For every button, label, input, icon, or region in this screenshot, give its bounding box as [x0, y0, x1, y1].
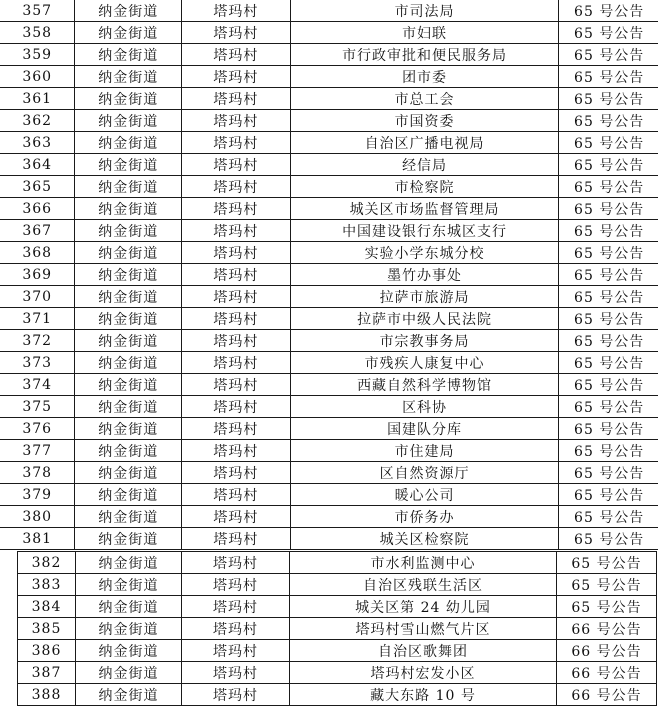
notice-number-cell: 65 号公告 — [559, 528, 658, 550]
village-cell: 塔玛村 — [182, 662, 290, 684]
row-number-cell: 368 — [0, 242, 75, 264]
village-cell: 塔玛村 — [182, 22, 291, 44]
notice-number-cell: 66 号公告 — [557, 618, 657, 640]
table-row — [0, 462, 658, 484]
table-row — [0, 88, 658, 110]
table-row — [18, 662, 657, 684]
row-number-cell: 386 — [18, 640, 76, 662]
row-number-cell: 382 — [18, 552, 76, 574]
unit-name-cell: 市总工会 — [290, 88, 559, 110]
unit-name-cell: 自治区歌舞团 — [290, 640, 557, 662]
row-number-cell: 365 — [0, 176, 75, 198]
village-cell: 塔玛村 — [182, 242, 291, 264]
street-cell: 纳金街道 — [76, 662, 182, 684]
notice-number-cell: 65 号公告 — [559, 286, 658, 308]
table-row — [0, 484, 658, 506]
street-cell: 纳金街道 — [75, 352, 182, 374]
row-number-cell: 367 — [0, 220, 75, 242]
unit-name-cell: 城关区第 24 幼儿园 — [290, 596, 557, 618]
street-cell: 纳金街道 — [76, 552, 182, 574]
village-cell: 塔玛村 — [182, 640, 290, 662]
notice-number-cell: 65 号公告 — [559, 506, 658, 528]
row-number-cell: 363 — [0, 132, 75, 154]
row-number-cell: 381 — [0, 528, 75, 550]
notice-number-cell: 65 号公告 — [559, 176, 658, 198]
row-number-cell: 385 — [18, 618, 76, 640]
street-cell: 纳金街道 — [75, 22, 182, 44]
unit-name-cell: 市水利监测中心 — [290, 552, 557, 574]
table-row — [0, 528, 658, 550]
notice-table-bottom — [17, 551, 657, 706]
street-cell: 纳金街道 — [75, 66, 182, 88]
village-cell: 塔玛村 — [182, 484, 291, 506]
village-cell: 塔玛村 — [182, 286, 291, 308]
village-cell: 塔玛村 — [182, 528, 291, 550]
unit-name-cell: 藏大东路 10 号 — [290, 684, 557, 706]
village-cell: 塔玛村 — [182, 462, 291, 484]
table-row — [18, 618, 657, 640]
table-row — [0, 242, 658, 264]
notice-number-cell: 65 号公告 — [559, 330, 658, 352]
street-cell: 纳金街道 — [75, 198, 182, 220]
notice-number-cell: 65 号公告 — [557, 596, 657, 618]
street-cell: 纳金街道 — [75, 462, 182, 484]
unit-name-cell: 经信局 — [290, 154, 559, 176]
street-cell: 纳金街道 — [76, 618, 182, 640]
village-cell: 塔玛村 — [182, 552, 290, 574]
notice-number-cell: 66 号公告 — [557, 640, 657, 662]
notice-number-cell: 66 号公告 — [557, 684, 657, 706]
street-cell: 纳金街道 — [75, 154, 182, 176]
row-number-cell: 388 — [18, 684, 76, 706]
notice-number-cell: 65 号公告 — [559, 374, 658, 396]
street-cell: 纳金街道 — [75, 0, 182, 22]
unit-name-cell: 市宗教事务局 — [290, 330, 559, 352]
notice-number-cell: 66 号公告 — [557, 662, 657, 684]
notice-number-cell: 65 号公告 — [559, 242, 658, 264]
table-row — [0, 110, 658, 132]
unit-name-cell: 暖心公司 — [290, 484, 559, 506]
street-cell: 纳金街道 — [76, 596, 182, 618]
table-row — [18, 552, 657, 574]
unit-name-cell: 市国资委 — [290, 110, 559, 132]
unit-name-cell: 市侨务办 — [290, 506, 559, 528]
street-cell: 纳金街道 — [75, 418, 182, 440]
notice-number-cell: 65 号公告 — [559, 220, 658, 242]
notice-number-cell: 65 号公告 — [559, 462, 658, 484]
row-number-cell: 362 — [0, 110, 75, 132]
table-row — [0, 132, 658, 154]
notice-number-cell: 65 号公告 — [557, 574, 657, 596]
notice-number-cell: 65 号公告 — [559, 198, 658, 220]
table-row — [0, 44, 658, 66]
street-cell: 纳金街道 — [75, 88, 182, 110]
unit-name-cell: 中国建设银行东城区支行 — [290, 220, 559, 242]
village-cell: 塔玛村 — [182, 418, 291, 440]
notice-number-cell: 65 号公告 — [559, 0, 658, 22]
street-cell: 纳金街道 — [75, 44, 182, 66]
village-cell: 塔玛村 — [182, 396, 291, 418]
table-row — [0, 374, 658, 396]
row-number-cell: 366 — [0, 198, 75, 220]
row-number-cell: 379 — [0, 484, 75, 506]
village-cell: 塔玛村 — [182, 352, 291, 374]
table-row — [0, 330, 658, 352]
row-number-cell: 357 — [0, 0, 75, 22]
row-number-cell: 371 — [0, 308, 75, 330]
table-row — [0, 198, 658, 220]
row-number-cell: 372 — [0, 330, 75, 352]
table-row — [0, 396, 658, 418]
table-row — [0, 264, 658, 286]
table-row — [18, 684, 657, 706]
unit-name-cell: 塔玛村宏发小区 — [290, 662, 557, 684]
unit-name-cell: 区科协 — [290, 396, 559, 418]
village-cell: 塔玛村 — [182, 684, 290, 706]
row-number-cell: 373 — [0, 352, 75, 374]
table-row — [0, 22, 658, 44]
notice-number-cell: 65 号公告 — [559, 440, 658, 462]
village-cell: 塔玛村 — [182, 618, 290, 640]
street-cell: 纳金街道 — [76, 640, 182, 662]
table-row — [0, 506, 658, 528]
unit-name-cell: 城关区市场监督管理局 — [290, 198, 559, 220]
notice-number-cell: 65 号公告 — [559, 264, 658, 286]
row-number-cell: 359 — [0, 44, 75, 66]
row-number-cell: 369 — [0, 264, 75, 286]
street-cell: 纳金街道 — [75, 506, 182, 528]
notice-number-cell: 65 号公告 — [559, 396, 658, 418]
notice-number-cell: 65 号公告 — [559, 418, 658, 440]
street-cell: 纳金街道 — [76, 574, 182, 596]
village-cell: 塔玛村 — [182, 330, 291, 352]
row-number-cell: 360 — [0, 66, 75, 88]
table-divider — [0, 549, 658, 550]
table-row — [0, 308, 658, 330]
table-row — [0, 66, 658, 88]
street-cell: 纳金街道 — [75, 132, 182, 154]
notice-number-cell: 65 号公告 — [559, 132, 658, 154]
table-row — [18, 574, 657, 596]
village-cell: 塔玛村 — [182, 0, 291, 22]
street-cell: 纳金街道 — [75, 242, 182, 264]
village-cell: 塔玛村 — [182, 596, 290, 618]
village-cell: 塔玛村 — [182, 264, 291, 286]
street-cell: 纳金街道 — [76, 684, 182, 706]
village-cell: 塔玛村 — [182, 220, 291, 242]
village-cell: 塔玛村 — [182, 308, 291, 330]
row-number-cell: 378 — [0, 462, 75, 484]
street-cell: 纳金街道 — [75, 396, 182, 418]
unit-name-cell: 市检察院 — [290, 176, 559, 198]
street-cell: 纳金街道 — [75, 330, 182, 352]
row-number-cell: 358 — [0, 22, 75, 44]
village-cell: 塔玛村 — [182, 88, 291, 110]
unit-name-cell: 自治区残联生活区 — [290, 574, 557, 596]
table-row — [0, 418, 658, 440]
unit-name-cell: 塔玛村雪山燃气片区 — [290, 618, 557, 640]
notice-number-cell: 65 号公告 — [559, 66, 658, 88]
village-cell: 塔玛村 — [182, 176, 291, 198]
unit-name-cell: 市残疾人康复中心 — [290, 352, 559, 374]
unit-name-cell: 城关区检察院 — [290, 528, 559, 550]
table-row — [0, 286, 658, 308]
unit-name-cell: 市司法局 — [290, 0, 559, 22]
notice-number-cell: 65 号公告 — [557, 552, 657, 574]
unit-name-cell: 市妇联 — [290, 22, 559, 44]
notice-number-cell: 65 号公告 — [559, 352, 658, 374]
unit-name-cell: 拉萨市旅游局 — [290, 286, 559, 308]
street-cell: 纳金街道 — [75, 528, 182, 550]
street-cell: 纳金街道 — [75, 286, 182, 308]
unit-name-cell: 墨竹办事处 — [290, 264, 559, 286]
notice-number-cell: 65 号公告 — [559, 44, 658, 66]
unit-name-cell: 团市委 — [290, 66, 559, 88]
notice-number-cell: 65 号公告 — [559, 110, 658, 132]
notice-number-cell: 65 号公告 — [559, 88, 658, 110]
village-cell: 塔玛村 — [182, 44, 291, 66]
street-cell: 纳金街道 — [75, 264, 182, 286]
street-cell: 纳金街道 — [75, 176, 182, 198]
row-number-cell: 383 — [18, 574, 76, 596]
table-row — [0, 154, 658, 176]
table-row — [0, 176, 658, 198]
row-number-cell: 384 — [18, 596, 76, 618]
notice-number-cell: 65 号公告 — [559, 308, 658, 330]
row-number-cell: 387 — [18, 662, 76, 684]
table-row — [0, 0, 658, 22]
street-cell: 纳金街道 — [75, 440, 182, 462]
unit-name-cell: 市住建局 — [290, 440, 559, 462]
row-number-cell: 375 — [0, 396, 75, 418]
village-cell: 塔玛村 — [182, 506, 291, 528]
unit-name-cell: 市行政审批和便民服务局 — [290, 44, 559, 66]
notice-number-cell: 65 号公告 — [559, 484, 658, 506]
village-cell: 塔玛村 — [182, 154, 291, 176]
unit-name-cell: 拉萨市中级人民法院 — [290, 308, 559, 330]
village-cell: 塔玛村 — [182, 440, 291, 462]
row-number-cell: 364 — [0, 154, 75, 176]
unit-name-cell: 区自然资源厅 — [290, 462, 559, 484]
street-cell: 纳金街道 — [75, 220, 182, 242]
village-cell: 塔玛村 — [182, 66, 291, 88]
notice-number-cell: 65 号公告 — [559, 154, 658, 176]
row-number-cell: 376 — [0, 418, 75, 440]
row-number-cell: 377 — [0, 440, 75, 462]
row-number-cell: 374 — [0, 374, 75, 396]
street-cell: 纳金街道 — [75, 308, 182, 330]
village-cell: 塔玛村 — [182, 198, 291, 220]
street-cell: 纳金街道 — [75, 484, 182, 506]
row-number-cell: 361 — [0, 88, 75, 110]
table-row — [18, 640, 657, 662]
village-cell: 塔玛村 — [182, 374, 291, 396]
street-cell: 纳金街道 — [75, 110, 182, 132]
table-row — [0, 352, 658, 374]
table-row — [0, 220, 658, 242]
notice-number-cell: 65 号公告 — [559, 22, 658, 44]
village-cell: 塔玛村 — [182, 132, 291, 154]
street-cell: 纳金街道 — [75, 374, 182, 396]
village-cell: 塔玛村 — [182, 574, 290, 596]
table-row — [18, 596, 657, 618]
row-number-cell: 370 — [0, 286, 75, 308]
unit-name-cell: 自治区广播电视局 — [290, 132, 559, 154]
unit-name-cell: 实验小学东城分校 — [290, 242, 559, 264]
table-row — [0, 440, 658, 462]
village-cell: 塔玛村 — [182, 110, 291, 132]
row-number-cell: 380 — [0, 506, 75, 528]
unit-name-cell: 西藏自然科学博物馆 — [290, 374, 559, 396]
unit-name-cell: 国建队分库 — [290, 418, 559, 440]
